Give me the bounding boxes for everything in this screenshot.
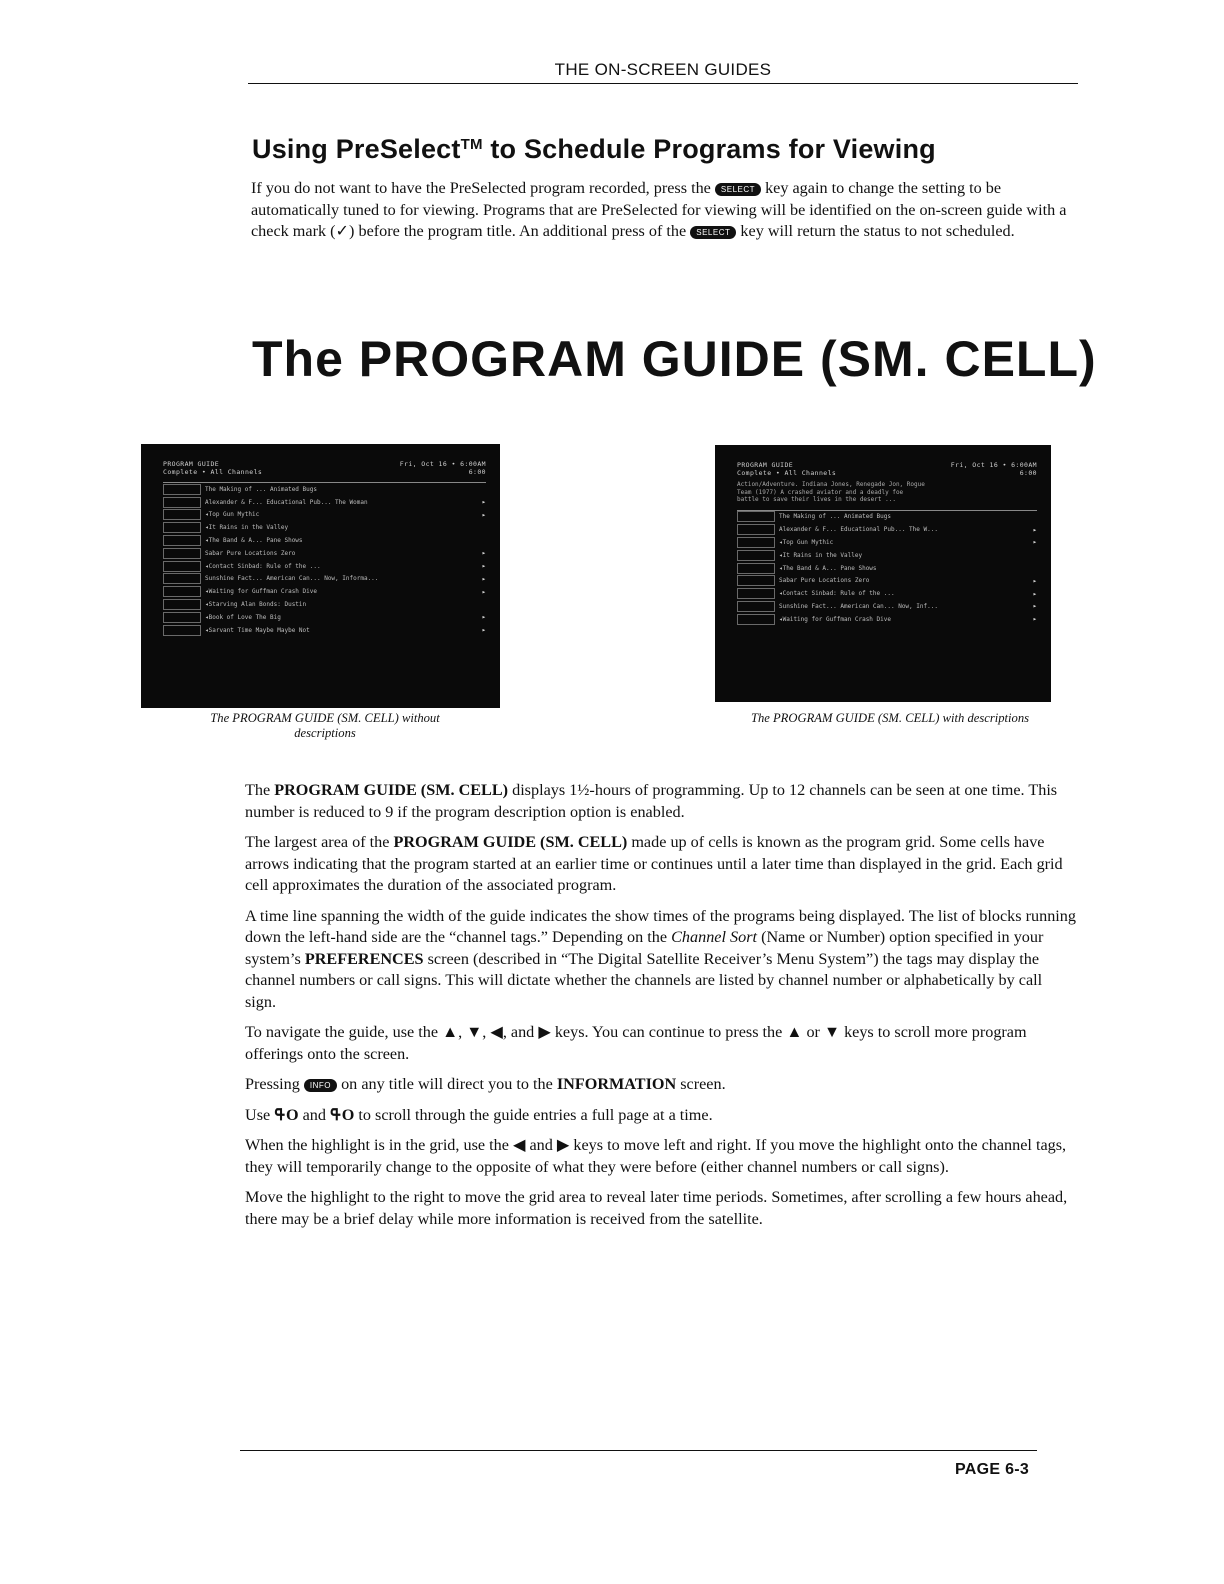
text: When the highlight is in the grid, use the: [245, 1136, 513, 1154]
intro-text: key will return the status to not scheduled.: [736, 222, 1015, 240]
guide-header-row: [737, 469, 1037, 477]
guide-row: [163, 624, 486, 637]
section-heading-suffix: to Schedule Programs for Viewing: [482, 134, 936, 164]
text: keys. You can continue to press the: [550, 1023, 787, 1041]
continues-arrow-icon: ▸: [1032, 538, 1037, 547]
figure-caption-right: The PROGRAM GUIDE (SM. CELL) with descriptions: [750, 711, 1030, 725]
text: To navigate the guide, use the: [245, 1023, 443, 1041]
text: or: [802, 1023, 824, 1041]
text: to scroll through the guide entries a full page at a time.: [354, 1105, 713, 1124]
text: The largest area of the: [245, 833, 394, 851]
guide-row: [163, 509, 486, 522]
running-header: THE ON-SCREEN GUIDES: [554, 60, 772, 79]
program-cell: ◂Contact Sinbad: Rule of the ...: [779, 590, 895, 598]
continues-arrow-icon: ▸: [481, 626, 486, 635]
text: A time line spanning the width of the guide indicates the show times of the programs being displayed. The list of blocks running down the left-hand side are the “channel tags.” Depending on the: [245, 906, 1076, 946]
text: screen.: [676, 1075, 726, 1093]
guide-row: [737, 511, 1037, 524]
text: The: [245, 781, 275, 799]
guide-row: [737, 600, 1037, 613]
guide-row: [163, 483, 486, 496]
guide-row: [163, 573, 486, 586]
paragraph-grid: [245, 832, 1077, 897]
footer-rule: [240, 1450, 1037, 1451]
info-key-icon: INFO: [304, 1079, 337, 1092]
continues-arrow-icon: ▸: [481, 549, 486, 558]
left-arrow-icon: ◀: [512, 1136, 526, 1154]
channel-tag: [737, 511, 775, 522]
guide-row: [737, 523, 1037, 536]
caption-line: The PROGRAM GUIDE (SM. CELL) without: [210, 711, 440, 725]
program-guide-screenshot-with-descriptions: [715, 445, 1051, 702]
channel-tag: [163, 522, 201, 533]
text: Use: [245, 1105, 275, 1124]
channel-tag: [737, 550, 775, 561]
guide-row: [737, 562, 1037, 575]
guide-title: PROGRAM GUIDE: [737, 461, 794, 469]
down-arrow-icon: ▼: [466, 1023, 483, 1041]
channel-tag: [163, 573, 201, 584]
screen-name: PROGRAM GUIDE (SM. CELL): [393, 833, 628, 851]
paragraph-highlight: [245, 1135, 1077, 1178]
select-key-icon: SELECT: [690, 226, 736, 239]
text: and: [525, 1136, 557, 1154]
continues-arrow-icon: ▸: [481, 562, 486, 571]
figure-caption-left: [150, 711, 500, 741]
channel-tag: [737, 588, 775, 599]
continues-arrow-icon: ▸: [1032, 615, 1037, 624]
guide-filter: Complete • All Channels: [737, 469, 837, 477]
text: made up of cells is known as the program grid. Some cells have arrows indicating that the program started at an earlier time or continues until a later time than displayed in the grid. Each grid cell approximates the duration of the associated program.: [245, 833, 1063, 894]
program-cell: ◂Waiting for Guffman Crash Dive: [205, 588, 317, 596]
channel-tag: [737, 537, 775, 548]
paragraph-overview: [245, 780, 1077, 823]
description-line: Team (1977) A crashed aviator and a deadly foe: [737, 488, 904, 496]
guide-row: [163, 534, 486, 547]
text: (Name or Number) option specified in your system’s: [245, 928, 1044, 968]
guide-row: [163, 560, 486, 573]
program-cell: ◂Starving Alan Bonds: Dustin: [205, 601, 307, 609]
page-title: The PROGRAM GUIDE (SM. CELL): [252, 331, 1097, 387]
program-cell: ◂It Rains in the Valley: [779, 551, 863, 559]
guide-row: [163, 611, 486, 624]
description-line: Action/Adventure. Indiana Jones, Renegade Jon, Rogue: [737, 481, 925, 488]
channel-tag: [163, 561, 201, 572]
program-cell: Sabar Pure Locations Zero: [779, 577, 870, 585]
channel-tag: [163, 548, 201, 559]
guide-row: [737, 587, 1037, 600]
channel-tag: [163, 599, 201, 610]
screen-name: PROGRAM GUIDE (SM. CELL): [274, 781, 509, 799]
program-cell: The Making of ... Animated Bugs: [779, 513, 891, 521]
guide-row: [163, 585, 486, 598]
channel-tag: [737, 614, 775, 625]
text: keys to scroll more program offerings onto the screen.: [245, 1023, 1027, 1063]
text: keys to move left and right. If you move the highlight onto the channel tags, they will temporarily change to the opposite of what they were before (either channel numbers or call signs).: [245, 1136, 1067, 1176]
guide-filter: Complete • All Channels: [163, 468, 263, 476]
program-cell: Sunshine Fact... American Can... Now, Informa...: [205, 575, 379, 583]
text: , and: [502, 1023, 539, 1041]
text: screen (described in “The Digital Satellite Receiver’s Menu System”) the tags may display the channel numbers or call signs. This will dictate whether the channels are listed by channel number or alphabetically by call sign.: [245, 949, 1043, 1011]
guide-title: PROGRAM GUIDE: [163, 460, 220, 468]
guide-row: [737, 549, 1037, 562]
guide-row: [737, 574, 1037, 587]
text: on any title will direct you to the: [337, 1075, 557, 1093]
program-cell: The Making of ... Animated Bugs: [205, 485, 317, 493]
header-rule: [248, 83, 1078, 84]
guide-timeline: 6:00: [468, 468, 486, 476]
left-arrow-icon: ◀: [490, 1023, 503, 1041]
continues-arrow-icon: ▸: [1032, 576, 1037, 585]
guide-row: [163, 521, 486, 534]
program-cell: ◂The Band & A... Pane Shows: [205, 537, 303, 545]
channel-tag: [163, 586, 201, 597]
continues-arrow-icon: ▸: [1032, 602, 1037, 611]
continues-arrow-icon: ▸: [481, 498, 486, 507]
option-name: Channel Sort: [671, 928, 758, 946]
program-cell: ◂Top Gun Mythic: [205, 511, 260, 519]
guide-grid: [163, 483, 486, 637]
guide-datetime: Fri, Oct 16 • 6:00AM: [399, 460, 486, 468]
guide-row: [737, 536, 1037, 549]
channel-tag: [163, 484, 201, 495]
program-cell: ◂Waiting for Guffman Crash Dive: [779, 615, 891, 623]
text: displays 1½-hours of programming. Up to 12 channels can be seen at one time. This number is reduced to 9 if the program description option is enabled.: [245, 781, 1058, 821]
channel-tag: [163, 497, 201, 508]
description-line: battle to save their lives in the desert ...: [737, 496, 896, 503]
paragraph-paging: [245, 1105, 1077, 1127]
guide-header-row: [163, 468, 486, 476]
program-cell: Alexander & F... Educational Pub... The Woman: [205, 498, 368, 506]
right-arrow-icon: ▶: [538, 1023, 551, 1041]
continues-arrow-icon: ▸: [1032, 525, 1037, 534]
channel-tag: [163, 612, 201, 623]
guide-header-row: [737, 461, 1037, 469]
program-cell: ◂Top Gun Mythic: [779, 538, 834, 546]
screen-name: PREFERENCES: [304, 949, 424, 968]
channel-tag: [737, 524, 775, 535]
guide-header-row: [163, 460, 486, 468]
continues-arrow-icon: ▸: [481, 574, 486, 583]
intro-text: If you do not want to have the PreSelected program recorded, press the: [251, 179, 715, 197]
screen-name: INFORMATION: [556, 1075, 677, 1093]
section-heading-prefix: Using PreSelect: [252, 134, 461, 164]
guide-row: [163, 598, 486, 611]
up-arrow-icon: ▲: [442, 1023, 459, 1041]
channel-tag: [163, 625, 201, 636]
page-up-key-icon: ߟO: [274, 1105, 299, 1124]
body-text: [245, 780, 1077, 1239]
program-cell: ◂Book of Love The Big: [205, 613, 281, 621]
program-cell: ◂The Band & A... Pane Shows: [779, 564, 877, 572]
channel-tag: [737, 563, 775, 574]
program-cell: Sunshine Fact... American Can... Now, Inf...: [779, 602, 938, 610]
guide-datetime: Fri, Oct 16 • 6:00AM: [950, 461, 1037, 469]
program-guide-screenshot-without-descriptions: [141, 444, 500, 708]
section-heading: [252, 134, 936, 165]
down-arrow-icon: ▼: [823, 1023, 841, 1041]
paragraph-info: [245, 1074, 1077, 1096]
select-key-icon: SELECT: [715, 183, 761, 196]
intro-text: key again to change the setting to be automatically tuned to for viewing. Programs that are PreSelected for viewing will be identified on the on-screen guide with a check mark (✓) before the program title. An additional press of the: [251, 179, 1067, 240]
page-down-key-icon: ߟO: [330, 1105, 355, 1124]
program-cell: ◂Sarvant Time Maybe Maybe Not: [205, 626, 310, 634]
guide-row: [163, 547, 486, 560]
intro-paragraph: [251, 178, 1081, 243]
guide-row: [737, 613, 1037, 626]
continues-arrow-icon: ▸: [481, 587, 486, 596]
text: and: [298, 1105, 331, 1124]
trademark-mark: TM: [460, 136, 483, 153]
channel-tag: [737, 601, 775, 612]
program-cell: ◂Contact Sinbad: Rule of the ...: [205, 562, 321, 570]
caption-line: descriptions: [294, 726, 356, 740]
paragraph-timeline: [245, 906, 1077, 1014]
guide-row: [163, 496, 486, 509]
program-cell: Sabar Pure Locations Zero: [205, 549, 296, 557]
channel-tag: [163, 509, 201, 520]
program-cell: Alexander & F... Educational Pub... The W...: [779, 526, 938, 534]
text: Pressing: [245, 1075, 304, 1093]
text: ,: [458, 1023, 467, 1041]
channel-tag: [737, 575, 775, 586]
page-number: PAGE 6-3: [955, 1461, 1030, 1478]
program-cell: ◂It Rains in the Valley: [205, 524, 289, 532]
continues-arrow-icon: ▸: [481, 510, 486, 519]
up-arrow-icon: ▲: [786, 1023, 803, 1041]
right-arrow-icon: ▶: [556, 1136, 570, 1154]
guide-grid: [737, 511, 1037, 626]
paragraph-navigation: [245, 1022, 1077, 1065]
continues-arrow-icon: ▸: [481, 613, 486, 622]
program-description: [737, 481, 1037, 504]
continues-arrow-icon: ▸: [1032, 589, 1037, 598]
channel-tag: [163, 535, 201, 546]
text: ,: [482, 1023, 491, 1041]
paragraph-scrolling: Move the highlight to the right to move the grid area to reveal later time periods. Sometimes, after scrolling a few hours ahead, there may be a brief delay while more information is received from the satellite.: [245, 1188, 1068, 1228]
guide-timeline: 6:00: [1019, 469, 1037, 477]
